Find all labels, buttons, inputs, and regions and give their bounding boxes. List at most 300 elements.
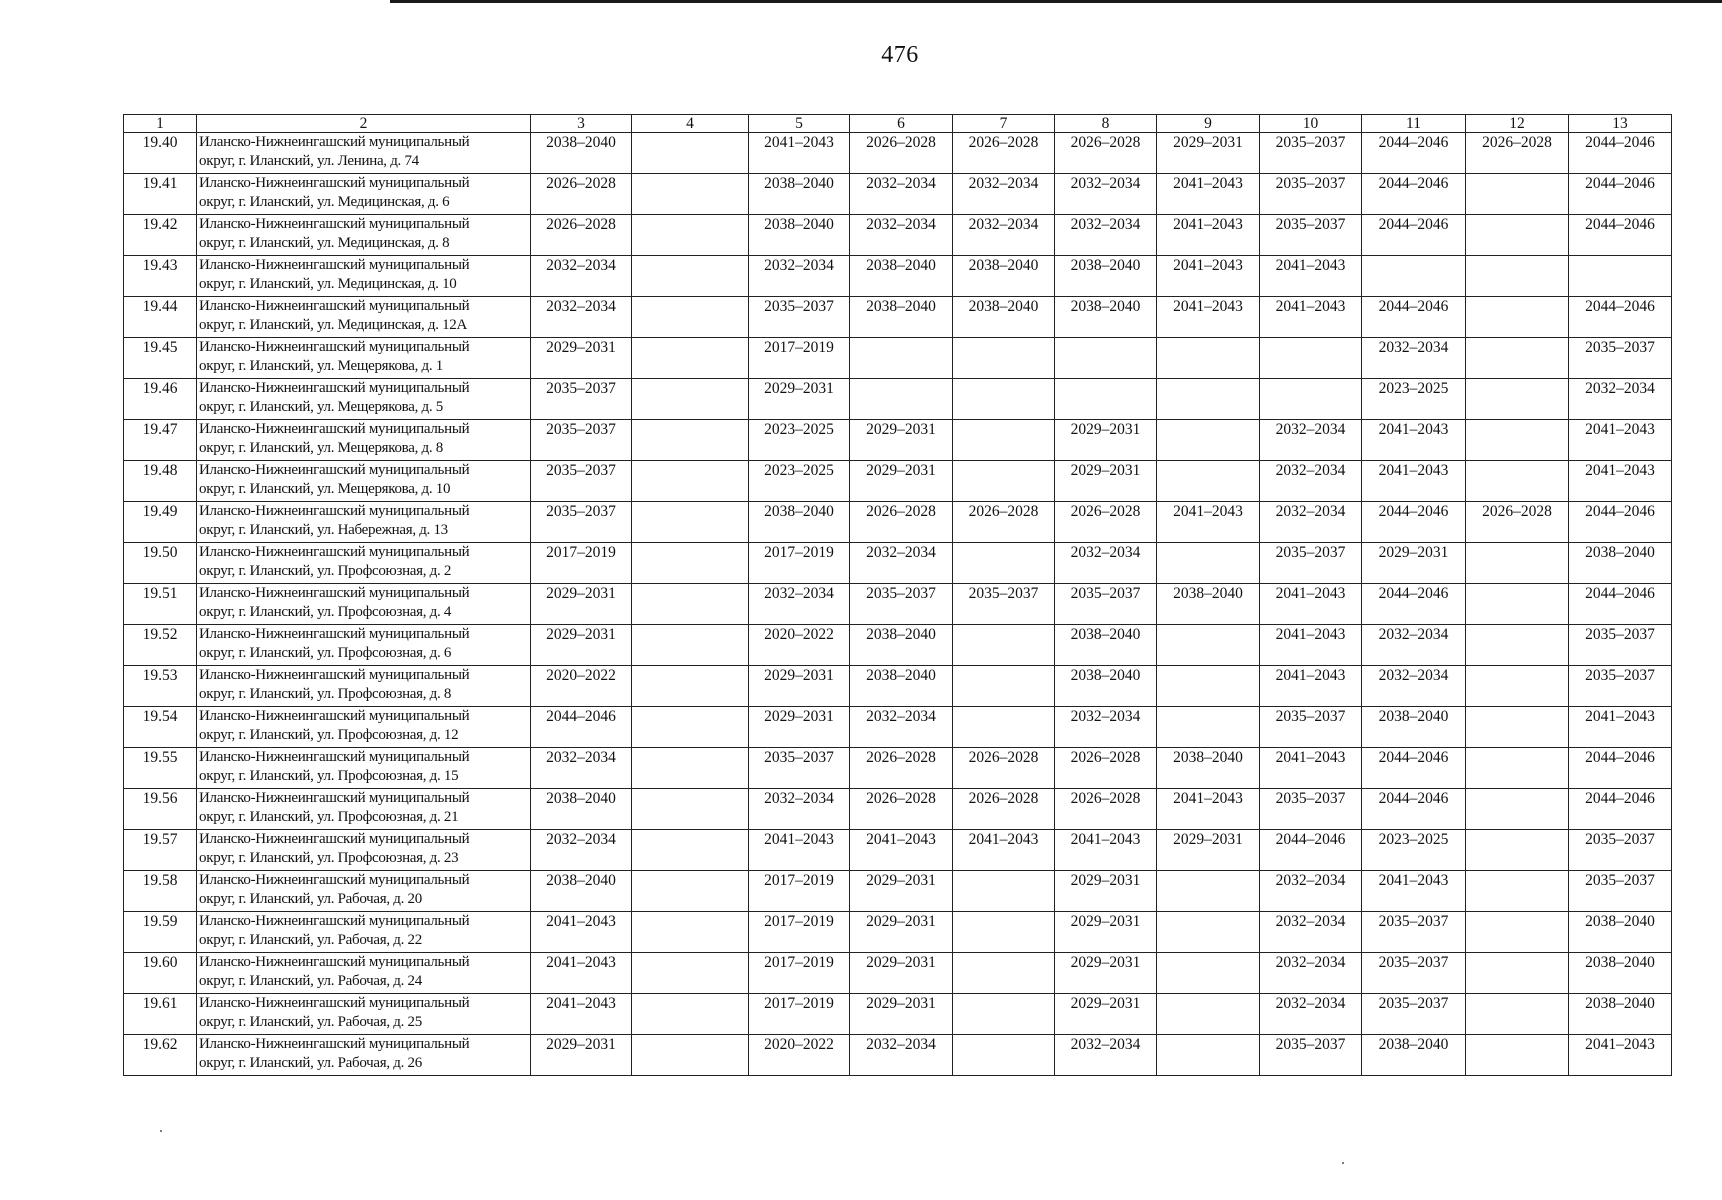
period-cell: 2032–2034 (850, 174, 953, 215)
period-cell: 2041–2043 (1362, 871, 1466, 912)
period-cell: 2041–2043 (1362, 420, 1466, 461)
period-cell (1466, 912, 1569, 953)
row-number: 19.51 (124, 584, 197, 625)
row-number: 19.55 (124, 748, 197, 789)
period-cell: 2038–2040 (850, 625, 953, 666)
period-cell (1466, 789, 1569, 830)
table-row (124, 584, 1672, 625)
period-cell: 2038–2040 (749, 174, 850, 215)
period-cell: 2041–2043 (1157, 174, 1260, 215)
address-cell (197, 789, 531, 830)
period-cell: 2041–2043 (1260, 666, 1362, 707)
scan-speck (1342, 1162, 1344, 1164)
period-cell (1157, 420, 1260, 461)
address-line-district: Иланско-Нижнеингашский муниципальный (199, 503, 470, 519)
period-cell (1466, 830, 1569, 871)
period-cell (1466, 707, 1569, 748)
address-line-district: Иланско-Нижнеингашский муниципальный (199, 995, 470, 1011)
address-line-street: округ, г. Иланский, ул. Профсоюзная, д. 21 (199, 809, 459, 825)
period-cell: 2044–2046 (1569, 174, 1672, 215)
column-header: 10 (1260, 115, 1362, 133)
period-cell: 2035–2037 (531, 502, 632, 543)
address-cell (197, 502, 531, 543)
period-cell (953, 543, 1055, 584)
period-cell: 2035–2037 (1260, 133, 1362, 174)
period-cell: 2035–2037 (1055, 584, 1157, 625)
address-line-street: округ, г. Иланский, ул. Рабочая, д. 25 (199, 1014, 422, 1030)
address-line-street: округ, г. Иланский, ул. Профсоюзная, д. 12 (199, 727, 459, 743)
address-line-street: округ, г. Иланский, ул. Профсоюзная, д. 6 (199, 645, 452, 661)
address-cell (197, 953, 531, 994)
column-header: 4 (632, 115, 749, 133)
period-cell (632, 461, 749, 502)
period-cell (632, 666, 749, 707)
period-cell: 2041–2043 (1157, 256, 1260, 297)
period-cell (632, 953, 749, 994)
address-cell (197, 133, 531, 174)
period-cell: 2032–2034 (749, 789, 850, 830)
period-cell: 2041–2043 (749, 830, 850, 871)
table-row (124, 789, 1672, 830)
address-cell (197, 215, 531, 256)
period-cell (1466, 666, 1569, 707)
period-cell: 2017–2019 (749, 912, 850, 953)
period-cell (953, 871, 1055, 912)
table-row (124, 666, 1672, 707)
period-cell (953, 338, 1055, 379)
period-cell (1466, 420, 1569, 461)
address-cell (197, 625, 531, 666)
address-line-district: Иланско-Нижнеингашский муниципальный (199, 790, 470, 806)
address-cell (197, 420, 531, 461)
address-line-district: Иланско-Нижнеингашский муниципальный (199, 1036, 470, 1052)
period-cell: 2041–2043 (1260, 297, 1362, 338)
period-cell: 2038–2040 (850, 666, 953, 707)
period-cell (1466, 297, 1569, 338)
period-cell: 2032–2034 (1362, 666, 1466, 707)
period-cell (1362, 256, 1466, 297)
period-cell (953, 953, 1055, 994)
period-cell: 2041–2043 (1157, 502, 1260, 543)
period-cell: 2029–2031 (850, 953, 953, 994)
period-cell (1466, 215, 1569, 256)
address-line-street: округ, г. Иланский, ул. Мещерякова, д. 5 (199, 399, 443, 415)
period-cell: 2035–2037 (531, 420, 632, 461)
period-cell: 2035–2037 (953, 584, 1055, 625)
period-cell: 2044–2046 (1362, 748, 1466, 789)
period-cell (953, 1035, 1055, 1076)
period-cell (1157, 871, 1260, 912)
page-number: 476 (881, 42, 919, 68)
column-header: 2 (197, 115, 531, 133)
address-line-district: Иланско-Нижнеингашский муниципальный (199, 913, 470, 929)
period-cell: 2041–2043 (1055, 830, 1157, 871)
period-cell: 2038–2040 (749, 502, 850, 543)
period-cell: 2035–2037 (1569, 830, 1672, 871)
period-cell: 2032–2034 (1055, 707, 1157, 748)
period-cell: 2032–2034 (531, 256, 632, 297)
column-header: 11 (1362, 115, 1466, 133)
column-header: 9 (1157, 115, 1260, 133)
row-number: 19.53 (124, 666, 197, 707)
period-cell: 2044–2046 (1569, 215, 1672, 256)
period-cell: 2044–2046 (1362, 584, 1466, 625)
row-number: 19.59 (124, 912, 197, 953)
address-line-district: Иланско-Нижнеингашский муниципальный (199, 380, 470, 396)
address-line-district: Иланско-Нижнеингашский муниципальный (199, 298, 470, 314)
address-line-street: округ, г. Иланский, ул. Мещерякова, д. 8 (199, 440, 443, 456)
row-number: 19.50 (124, 543, 197, 584)
address-line-street: округ, г. Иланский, ул. Медицинская, д. 12А (199, 317, 468, 333)
period-cell: 2038–2040 (1055, 256, 1157, 297)
period-cell: 2035–2037 (1569, 338, 1672, 379)
period-cell: 2041–2043 (1157, 789, 1260, 830)
row-number: 19.49 (124, 502, 197, 543)
period-cell: 2041–2043 (1362, 461, 1466, 502)
row-number: 19.41 (124, 174, 197, 215)
address-line-street: округ, г. Иланский, ул. Медицинская, д. 6 (199, 194, 450, 210)
period-cell: 2032–2034 (1055, 1035, 1157, 1076)
period-cell (953, 625, 1055, 666)
period-cell: 2038–2040 (953, 256, 1055, 297)
table-row (124, 543, 1672, 584)
period-cell: 2032–2034 (850, 1035, 953, 1076)
period-cell (1157, 666, 1260, 707)
period-cell: 2041–2043 (850, 830, 953, 871)
period-cell: 2038–2040 (953, 297, 1055, 338)
period-cell: 2032–2034 (1260, 912, 1362, 953)
row-number: 19.52 (124, 625, 197, 666)
table-row (124, 830, 1672, 871)
period-cell: 2038–2040 (1362, 707, 1466, 748)
period-cell: 2026–2028 (1055, 133, 1157, 174)
period-cell (632, 174, 749, 215)
address-cell (197, 912, 531, 953)
period-cell (632, 871, 749, 912)
address-line-district: Иланско-Нижнеингашский муниципальный (199, 667, 470, 683)
period-cell: 2041–2043 (1260, 625, 1362, 666)
period-cell: 2041–2043 (1157, 297, 1260, 338)
period-cell (632, 789, 749, 830)
period-cell (953, 912, 1055, 953)
period-cell: 2017–2019 (749, 871, 850, 912)
period-cell: 2029–2031 (1055, 871, 1157, 912)
table-row (124, 707, 1672, 748)
period-cell: 2035–2037 (1362, 953, 1466, 994)
period-cell: 2035–2037 (1362, 912, 1466, 953)
period-cell: 2029–2031 (1055, 994, 1157, 1035)
period-cell: 2041–2043 (1157, 215, 1260, 256)
address-line-street: округ, г. Иланский, ул. Мещерякова, д. 1 (199, 358, 443, 374)
period-cell (953, 707, 1055, 748)
period-cell: 2026–2028 (1466, 133, 1569, 174)
period-cell: 2032–2034 (1362, 625, 1466, 666)
column-header: 5 (749, 115, 850, 133)
period-cell (1157, 625, 1260, 666)
period-cell: 2044–2046 (1362, 174, 1466, 215)
address-line-district: Иланско-Нижнеингашский муниципальный (199, 626, 470, 642)
period-cell: 2026–2028 (953, 789, 1055, 830)
period-cell: 2032–2034 (1260, 461, 1362, 502)
period-cell: 2032–2034 (1569, 379, 1672, 420)
period-cell: 2032–2034 (850, 707, 953, 748)
period-cell: 2017–2019 (749, 953, 850, 994)
period-cell: 2032–2034 (531, 830, 632, 871)
period-cell: 2041–2043 (1569, 707, 1672, 748)
period-cell: 2035–2037 (1260, 543, 1362, 584)
period-cell: 2032–2034 (749, 584, 850, 625)
table-row (124, 912, 1672, 953)
period-cell (1466, 461, 1569, 502)
period-cell: 2023–2025 (749, 420, 850, 461)
address-line-street: округ, г. Иланский, ул. Профсоюзная, д. 23 (199, 850, 459, 866)
row-number: 19.54 (124, 707, 197, 748)
row-number: 19.56 (124, 789, 197, 830)
column-header: 3 (531, 115, 632, 133)
row-number: 19.62 (124, 1035, 197, 1076)
period-cell: 2029–2031 (1157, 133, 1260, 174)
period-cell: 2029–2031 (1157, 830, 1260, 871)
period-cell: 2017–2019 (749, 543, 850, 584)
period-cell: 2032–2034 (1260, 420, 1362, 461)
period-cell: 2026–2028 (1055, 789, 1157, 830)
address-line-district: Иланско-Нижнеингашский муниципальный (199, 421, 470, 437)
table-row (124, 338, 1672, 379)
period-cell: 2041–2043 (1260, 256, 1362, 297)
address-line-district: Иланско-Нижнеингашский муниципальный (199, 585, 470, 601)
scan-speck (160, 1130, 162, 1132)
period-cell: 2029–2031 (850, 420, 953, 461)
address-line-district: Иланско-Нижнеингашский муниципальный (199, 749, 470, 765)
period-cell: 2029–2031 (531, 584, 632, 625)
row-number: 19.44 (124, 297, 197, 338)
period-cell: 2041–2043 (1569, 420, 1672, 461)
top-rule (390, 0, 1722, 3)
period-cell: 2026–2028 (531, 174, 632, 215)
address-line-street: округ, г. Иланский, ул. Медицинская, д. 10 (199, 276, 457, 292)
table-row (124, 461, 1672, 502)
period-cell: 2029–2031 (749, 379, 850, 420)
period-cell: 2038–2040 (1569, 912, 1672, 953)
row-number: 19.45 (124, 338, 197, 379)
address-cell (197, 707, 531, 748)
period-cell: 2029–2031 (850, 871, 953, 912)
period-cell: 2038–2040 (1569, 994, 1672, 1035)
period-cell: 2038–2040 (531, 789, 632, 830)
period-cell: 2020–2022 (531, 666, 632, 707)
period-cell (632, 707, 749, 748)
period-cell (1260, 338, 1362, 379)
period-cell: 2032–2034 (1055, 215, 1157, 256)
address-line-street: округ, г. Иланский, ул. Профсоюзная, д. 15 (199, 768, 459, 784)
address-line-district: Иланско-Нижнеингашский муниципальный (199, 872, 470, 888)
address-line-district: Иланско-Нижнеингашский муниципальный (199, 954, 470, 970)
table-row (124, 379, 1672, 420)
period-cell: 2035–2037 (531, 461, 632, 502)
period-cell: 2029–2031 (531, 338, 632, 379)
period-cell (1157, 1035, 1260, 1076)
period-cell (1157, 953, 1260, 994)
address-line-street: округ, г. Иланский, ул. Рабочая, д. 26 (199, 1055, 422, 1071)
address-line-district: Иланско-Нижнеингашский муниципальный (199, 175, 470, 191)
table-row (124, 748, 1672, 789)
period-cell (1055, 338, 1157, 379)
period-cell: 2029–2031 (531, 625, 632, 666)
period-cell: 2032–2034 (1055, 174, 1157, 215)
period-cell: 2029–2031 (1055, 953, 1157, 994)
period-cell: 2029–2031 (749, 666, 850, 707)
address-cell (197, 871, 531, 912)
period-cell: 2044–2046 (1362, 789, 1466, 830)
table-row (124, 256, 1672, 297)
period-cell: 2026–2028 (531, 215, 632, 256)
period-cell: 2044–2046 (1362, 502, 1466, 543)
address-line-district: Иланско-Нижнеингашский муниципальный (199, 339, 470, 355)
period-cell (632, 420, 749, 461)
period-cell: 2032–2034 (1055, 543, 1157, 584)
period-cell: 2032–2034 (531, 748, 632, 789)
period-cell: 2020–2022 (749, 1035, 850, 1076)
period-cell (850, 338, 953, 379)
period-cell: 2038–2040 (1055, 666, 1157, 707)
period-cell (1466, 543, 1569, 584)
address-line-district: Иланско-Нижнеингашский муниципальный (199, 831, 470, 847)
period-cell: 2035–2037 (1362, 994, 1466, 1035)
address-line-district: Иланско-Нижнеингашский муниципальный (199, 134, 470, 150)
column-header: 7 (953, 115, 1055, 133)
table-row (124, 625, 1672, 666)
period-cell: 2038–2040 (1569, 953, 1672, 994)
period-cell: 2023–2025 (749, 461, 850, 502)
column-header: 6 (850, 115, 953, 133)
period-cell: 2035–2037 (531, 379, 632, 420)
period-cell: 2026–2028 (850, 789, 953, 830)
address-line-street: округ, г. Иланский, ул. Профсоюзная, д. 4 (199, 604, 452, 620)
row-number: 19.46 (124, 379, 197, 420)
period-cell: 2023–2025 (1362, 379, 1466, 420)
period-cell: 2032–2034 (850, 215, 953, 256)
period-cell (632, 912, 749, 953)
row-number: 19.40 (124, 133, 197, 174)
address-line-district: Иланско-Нижнеингашский муниципальный (199, 462, 470, 478)
period-cell (1157, 379, 1260, 420)
period-cell: 2029–2031 (1055, 461, 1157, 502)
address-cell (197, 297, 531, 338)
period-cell (1260, 379, 1362, 420)
period-cell: 2044–2046 (1362, 215, 1466, 256)
address-line-district: Иланско-Нижнеингашский муниципальный (199, 216, 470, 232)
period-cell (632, 502, 749, 543)
period-cell (632, 215, 749, 256)
period-cell: 2032–2034 (749, 256, 850, 297)
period-cell: 2044–2046 (1569, 584, 1672, 625)
address-line-street: округ, г. Иланский, ул. Мещерякова, д. 10 (199, 481, 451, 497)
period-cell: 2035–2037 (1260, 789, 1362, 830)
period-cell: 2038–2040 (1569, 543, 1672, 584)
period-cell: 2026–2028 (850, 748, 953, 789)
period-cell: 2044–2046 (1569, 748, 1672, 789)
period-cell: 2038–2040 (1055, 625, 1157, 666)
period-cell (632, 256, 749, 297)
period-cell: 2026–2028 (953, 133, 1055, 174)
address-cell (197, 1035, 531, 1076)
address-line-street: округ, г. Иланский, ул. Рабочая, д. 24 (199, 973, 422, 989)
period-cell: 2026–2028 (1466, 502, 1569, 543)
period-cell (1157, 994, 1260, 1035)
period-cell (632, 133, 749, 174)
period-cell: 2041–2043 (531, 953, 632, 994)
column-header: 8 (1055, 115, 1157, 133)
period-cell: 2038–2040 (749, 215, 850, 256)
period-cell: 2035–2037 (1260, 174, 1362, 215)
address-line-street: округ, г. Иланский, ул. Профсоюзная, д. 8 (199, 686, 452, 702)
period-cell: 2041–2043 (1569, 461, 1672, 502)
period-cell (1157, 461, 1260, 502)
period-cell: 2041–2043 (531, 912, 632, 953)
period-cell (1157, 912, 1260, 953)
period-cell: 2029–2031 (531, 1035, 632, 1076)
row-number: 19.47 (124, 420, 197, 461)
address-line-district: Иланско-Нижнеингашский муниципальный (199, 257, 470, 273)
period-cell (1466, 256, 1569, 297)
period-cell: 2026–2028 (953, 502, 1055, 543)
period-cell: 2044–2046 (1569, 502, 1672, 543)
address-cell (197, 461, 531, 502)
period-cell (632, 543, 749, 584)
period-cell (1466, 338, 1569, 379)
period-cell (1466, 379, 1569, 420)
address-line-street: округ, г. Иланский, ул. Медицинская, д. 8 (199, 235, 450, 251)
period-cell (953, 379, 1055, 420)
period-cell (953, 994, 1055, 1035)
period-cell: 2035–2037 (749, 748, 850, 789)
period-cell (850, 379, 953, 420)
table-row (124, 871, 1672, 912)
header-row (124, 115, 1672, 133)
column-header: 1 (124, 115, 197, 133)
period-cell: 2029–2031 (850, 994, 953, 1035)
period-cell: 2044–2046 (1569, 133, 1672, 174)
address-cell (197, 666, 531, 707)
address-cell (197, 543, 531, 584)
period-cell: 2029–2031 (749, 707, 850, 748)
period-cell (953, 666, 1055, 707)
period-cell: 2038–2040 (1055, 297, 1157, 338)
period-cell: 2044–2046 (1362, 297, 1466, 338)
address-cell (197, 748, 531, 789)
table-row (124, 1035, 1672, 1076)
period-cell: 2035–2037 (749, 297, 850, 338)
period-cell: 2041–2043 (1260, 748, 1362, 789)
period-cell: 2041–2043 (1569, 1035, 1672, 1076)
period-cell: 2044–2046 (1362, 133, 1466, 174)
period-cell: 2038–2040 (531, 871, 632, 912)
period-cell: 2038–2040 (1157, 584, 1260, 625)
period-cell (632, 748, 749, 789)
period-cell (1055, 379, 1157, 420)
period-cell (632, 584, 749, 625)
period-cell (632, 297, 749, 338)
period-cell (632, 1035, 749, 1076)
address-line-street: округ, г. Иланский, ул. Профсоюзная, д. 2 (199, 563, 452, 579)
address-line-street: округ, г. Иланский, ул. Рабочая, д. 22 (199, 932, 422, 948)
row-number: 19.58 (124, 871, 197, 912)
period-cell: 2032–2034 (1260, 871, 1362, 912)
period-cell: 2035–2037 (1260, 707, 1362, 748)
period-cell: 2044–2046 (531, 707, 632, 748)
address-line-street: округ, г. Иланский, ул. Набережная, д. 13 (199, 522, 448, 538)
period-cell: 2032–2034 (1260, 502, 1362, 543)
